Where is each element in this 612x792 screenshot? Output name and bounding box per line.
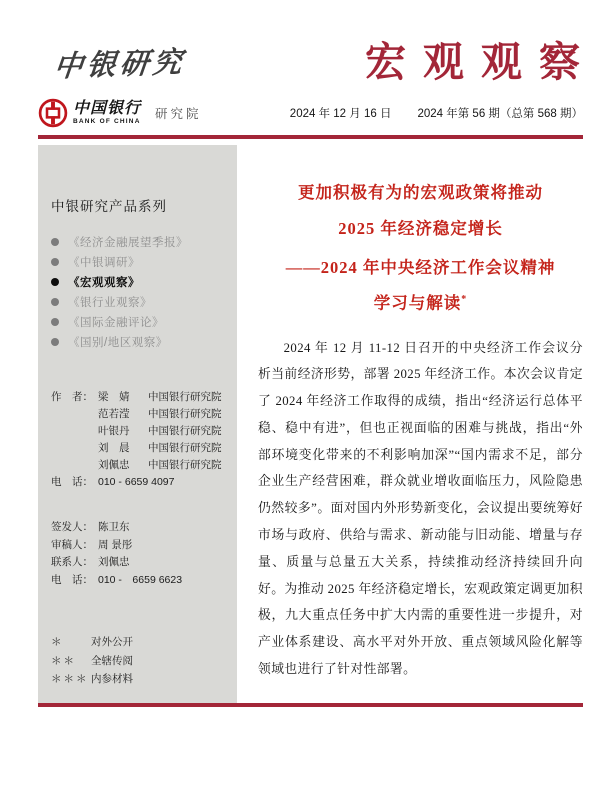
bullet-icon xyxy=(51,318,59,326)
bullet-icon xyxy=(51,338,59,346)
bullet-icon xyxy=(51,298,59,306)
signer-row xyxy=(51,519,229,537)
bank-names xyxy=(73,101,141,126)
author-org: 中国银行研究院 xyxy=(148,425,222,437)
legend-mark: ＊＊ xyxy=(51,654,76,667)
phone-row xyxy=(51,474,229,491)
author-row xyxy=(51,457,229,474)
author-row xyxy=(51,406,229,423)
bullet-icon xyxy=(51,258,59,266)
bullet-icon xyxy=(51,278,59,286)
author-org: 中国银行研究院 xyxy=(148,408,222,420)
phone2-number: 010 - 6659 6623 xyxy=(98,573,183,586)
legend-row xyxy=(51,652,229,671)
bank-row xyxy=(38,96,583,130)
phone2-row xyxy=(51,572,229,590)
author-row xyxy=(51,423,229,440)
series-item xyxy=(51,252,229,272)
phone-number: 010 - 6659 4097 xyxy=(98,476,175,488)
institute-label: 研究院 xyxy=(155,107,202,121)
signer-label: 签发人： xyxy=(51,521,93,533)
series-item-label: 《经济金融展望季报》 xyxy=(68,237,188,249)
series-list xyxy=(51,232,229,352)
bank-name-cn: 中国银行 xyxy=(73,99,142,117)
brand-calligraphy: 中银研究 xyxy=(52,46,188,84)
authors-block xyxy=(51,389,229,491)
series-item xyxy=(51,292,229,312)
legend-label: 内参材料 xyxy=(91,673,133,685)
phone2-label: 电 话： xyxy=(51,573,93,586)
contact-name: 刘佩忠 xyxy=(98,556,130,568)
title-line-4: 学习与解读* xyxy=(373,293,468,313)
author-name: 刘佩忠 xyxy=(98,459,130,471)
series-item-label: 《国际金融评论》 xyxy=(68,317,164,329)
author-name: 刘 晨 xyxy=(98,442,130,454)
legend-row xyxy=(51,633,229,652)
legend-block xyxy=(51,633,229,689)
series-item xyxy=(51,312,229,332)
series-title: 中银研究产品系列 xyxy=(51,199,167,214)
sidebar xyxy=(38,145,237,703)
series-item xyxy=(51,232,229,252)
title-line-2: 2025 年经济稳定增长 xyxy=(338,219,503,238)
reviewer-row xyxy=(51,537,229,555)
author-org: 中国银行研究院 xyxy=(148,391,222,403)
series-item-label: 《宏观观察》 xyxy=(68,277,140,289)
series-item-label: 《国别/地区观察》 xyxy=(68,337,168,349)
author-org: 中国银行研究院 xyxy=(148,442,222,454)
legend-mark: ＊ xyxy=(51,636,64,648)
publication-date: 2024 年 12 月 16 日 xyxy=(289,108,392,120)
header-rule xyxy=(38,135,583,139)
footer-rule xyxy=(38,703,583,707)
bullet-icon xyxy=(51,238,59,246)
legend-mark: ＊＊＊ xyxy=(51,673,89,685)
bank-name-en: BANK OF CHINA xyxy=(73,117,141,125)
series-item-current xyxy=(51,272,229,292)
series-item-label: 《中银调研》 xyxy=(68,257,140,269)
title-subtitle: ——2024 年中央经济工作会议精神 xyxy=(285,258,556,277)
series-item-label: 《银行业观察》 xyxy=(68,297,152,309)
article-column xyxy=(237,145,583,703)
contact-row xyxy=(51,554,229,572)
footnote-asterisk: * xyxy=(461,294,468,305)
author-org: 中国银行研究院 xyxy=(148,459,222,471)
abstract-paragraph: 2024 年 12 月 11-12 日召开的中央经济工作会议分析当前经济形势，部署 2025 年经济工作。本次会议肯定了 2024 年经济工作取得的成绩，指出“经济运行总体平稳、稳中有进”，但也正视面临的困难与挑战，指出“外部环境变化带来的不利影响加深”“国内需求不足，部分企业生产经营困难，群众就业增收面临压力，风险隐患仍然较多”。面对国内外形势新变化，会议提出要统筹好市场与政府、供给与需求、新动能与旧动能、增量与存量、质量与总量五大关系，持续推动经济持续回升向好。为推动 2025 年经济稳定增长，宏观政策定调更加积极，九大重点任务中扩大内需的重要性进一步提升，对产业体系建设、高水平对外开放、重点领域风险化解等领域也进行了针对性部署。 xyxy=(258,340,583,677)
contact-label: 联系人： xyxy=(51,556,93,568)
legend-label: 全辖传阅 xyxy=(91,654,133,667)
bank-of-china-logo-icon xyxy=(38,98,68,128)
title-line-1: 更加积极有为的宏观政策将推动 xyxy=(298,183,543,202)
masthead-title: 宏观观察 xyxy=(365,39,597,85)
series-item xyxy=(51,332,229,352)
reviewer-name: 周 景彤 xyxy=(98,538,133,551)
reviewer-label: 审稿人： xyxy=(51,538,93,551)
legend-row xyxy=(51,670,229,689)
article-title xyxy=(258,183,583,314)
signer-name: 陈卫东 xyxy=(98,521,130,533)
author-name: 叶银丹 xyxy=(98,425,130,437)
issue-number: 2024 年第 56 期（总第 568 期） xyxy=(417,108,583,120)
phone-label: 电 话： xyxy=(51,476,93,488)
author-row xyxy=(51,440,229,457)
signer-block xyxy=(51,519,229,589)
header xyxy=(38,0,597,85)
author-name: 梁 婧 xyxy=(98,391,130,403)
legend-label: 对外公开 xyxy=(91,636,133,648)
author-row xyxy=(51,389,229,406)
authors-label: 作 者： xyxy=(51,391,93,403)
author-name: 范若滢 xyxy=(98,408,130,420)
